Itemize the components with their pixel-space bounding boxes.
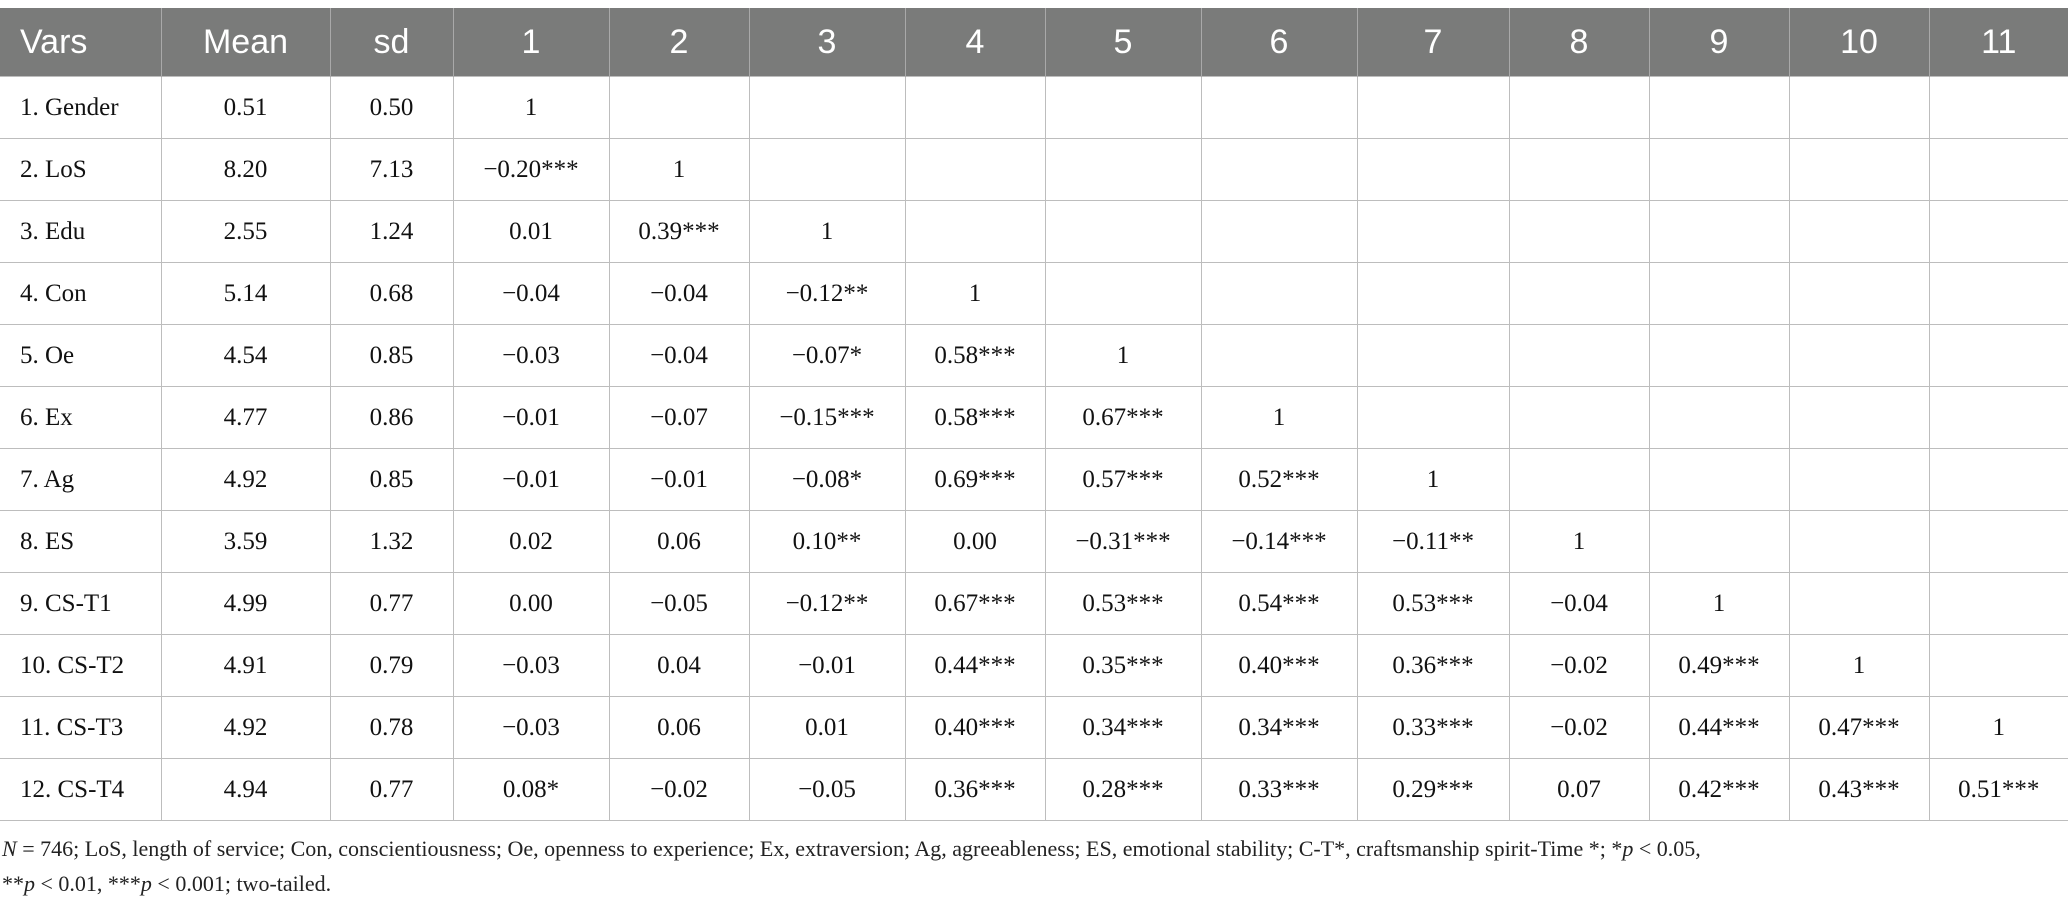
footnote-line1: = 746; LoS, length of service; Con, conscientiousness; Oe, openness to experience; Ex, extraversion; Ag, agreeableness; ES, emotional stability; C-T*, craftsmanship spirit-Time *; * — [16, 836, 1623, 861]
variable-label: 10. CS-T2 — [0, 635, 161, 697]
table-cell: 4.92 — [161, 449, 330, 511]
table-cell: −0.02 — [1509, 635, 1649, 697]
table-cell: 0.07 — [1509, 759, 1649, 821]
variable-label: 8. ES — [0, 511, 161, 573]
table-cell: 0.54*** — [1201, 573, 1357, 635]
table-cell: 0.51*** — [1929, 759, 2068, 821]
table-row — [0, 139, 2068, 201]
table-cell: −0.03 — [453, 635, 609, 697]
table-cell — [1649, 387, 1789, 449]
table-cell: 0.04 — [609, 635, 749, 697]
header-row — [0, 8, 2068, 77]
table-cell: −0.12** — [749, 263, 905, 325]
table-cell: 0.08* — [453, 759, 609, 821]
table-cell — [609, 77, 749, 139]
table-cell — [1509, 263, 1649, 325]
variable-label: 11. CS-T3 — [0, 697, 161, 759]
table-cell: 0.06 — [609, 511, 749, 573]
table-cell: 0.01 — [453, 201, 609, 263]
table-cell: 0.78 — [330, 697, 453, 759]
table-cell — [1045, 263, 1201, 325]
variable-label: 7. Ag — [0, 449, 161, 511]
table-cell: 0.00 — [905, 511, 1045, 573]
table-cell: 0.36*** — [905, 759, 1045, 821]
table-cell — [1357, 201, 1509, 263]
table-cell — [1649, 77, 1789, 139]
table-row — [0, 201, 2068, 263]
table-cell — [1929, 139, 2068, 201]
header-cell: 6 — [1201, 8, 1357, 77]
header-cell: 2 — [609, 8, 749, 77]
footnote-t3: < 0.001; two-tailed. — [151, 871, 332, 896]
table-cell: 0.85 — [330, 449, 453, 511]
table-cell: −0.04 — [453, 263, 609, 325]
table-cell — [749, 139, 905, 201]
table-cell — [1201, 201, 1357, 263]
table-row — [0, 449, 2068, 511]
table-cell: 0.42*** — [1649, 759, 1789, 821]
table-cell: 4.54 — [161, 325, 330, 387]
header-cell: 3 — [749, 8, 905, 77]
table-cell — [1929, 263, 2068, 325]
correlation-table-container — [0, 8, 2068, 901]
table-cell — [1509, 201, 1649, 263]
table-cell — [1509, 325, 1649, 387]
table-cell: 0.51 — [161, 77, 330, 139]
table-cell — [1649, 325, 1789, 387]
table-cell: 0.44*** — [1649, 697, 1789, 759]
table-cell: 1 — [1509, 511, 1649, 573]
table-cell — [1045, 77, 1201, 139]
table-cell — [1201, 263, 1357, 325]
table-cell: 0.40*** — [905, 697, 1045, 759]
table-cell — [905, 139, 1045, 201]
table-cell — [1789, 511, 1929, 573]
table-cell: −0.11** — [1357, 511, 1509, 573]
table-cell: 1 — [905, 263, 1045, 325]
table-cell — [1649, 449, 1789, 511]
table-cell: 1 — [453, 77, 609, 139]
table-cell — [1649, 263, 1789, 325]
table-cell: 0.58*** — [905, 387, 1045, 449]
table-cell — [1929, 325, 2068, 387]
table-cell: 1 — [749, 201, 905, 263]
table-cell — [1929, 573, 2068, 635]
table-cell — [905, 77, 1045, 139]
table-cell — [1649, 139, 1789, 201]
table-cell: 1 — [609, 139, 749, 201]
table-cell: −0.07* — [749, 325, 905, 387]
table-cell — [1789, 77, 1929, 139]
table-cell — [1649, 201, 1789, 263]
table-cell: 1.24 — [330, 201, 453, 263]
table-cell: 0.43*** — [1789, 759, 1929, 821]
footnote-line2-pre: ** — [2, 871, 24, 896]
table-cell: 0.35*** — [1045, 635, 1201, 697]
table-cell — [1357, 139, 1509, 201]
table-row — [0, 635, 2068, 697]
table-row — [0, 77, 2068, 139]
variable-label: 5. Oe — [0, 325, 161, 387]
table-cell: 4.94 — [161, 759, 330, 821]
table-cell: 0.44*** — [905, 635, 1045, 697]
table-cell — [905, 201, 1045, 263]
table-cell: −0.03 — [453, 325, 609, 387]
table-cell — [1201, 77, 1357, 139]
table-cell: 0.34*** — [1201, 697, 1357, 759]
table-cell: 0.58*** — [905, 325, 1045, 387]
table-body — [0, 77, 2068, 821]
table-cell: −0.31*** — [1045, 511, 1201, 573]
table-cell: −0.15*** — [749, 387, 905, 449]
table-cell: −0.07 — [609, 387, 749, 449]
table-cell: 0.47*** — [1789, 697, 1929, 759]
table-cell: 4.99 — [161, 573, 330, 635]
table-cell: 4.91 — [161, 635, 330, 697]
table-cell: 0.77 — [330, 759, 453, 821]
header-cell: Mean — [161, 8, 330, 77]
table-cell: −0.01 — [453, 449, 609, 511]
table-cell: −0.02 — [609, 759, 749, 821]
table-cell: 0.00 — [453, 573, 609, 635]
header-cell: 7 — [1357, 8, 1509, 77]
table-cell: 0.85 — [330, 325, 453, 387]
table-cell: −0.12** — [749, 573, 905, 635]
table-cell: 0.02 — [453, 511, 609, 573]
table-row — [0, 387, 2068, 449]
table-cell — [1201, 325, 1357, 387]
table-cell: 0.28*** — [1045, 759, 1201, 821]
table-cell: 0.57*** — [1045, 449, 1201, 511]
table-cell: 0.10** — [749, 511, 905, 573]
table-cell: 7.13 — [330, 139, 453, 201]
header-cell: 1 — [453, 8, 609, 77]
variable-label: 3. Edu — [0, 201, 161, 263]
table-cell: −0.03 — [453, 697, 609, 759]
table-cell: −0.08* — [749, 449, 905, 511]
table-cell — [1929, 449, 2068, 511]
table-row — [0, 325, 2068, 387]
table-cell: −0.14*** — [1201, 511, 1357, 573]
variable-label: 2. LoS — [0, 139, 161, 201]
footnote-p2: p — [24, 871, 35, 896]
table-cell: −0.04 — [1509, 573, 1649, 635]
table-cell: 0.69*** — [905, 449, 1045, 511]
table-cell — [1201, 139, 1357, 201]
table-cell: 0.34*** — [1045, 697, 1201, 759]
table-cell: 0.79 — [330, 635, 453, 697]
correlation-table — [0, 8, 2068, 821]
header-cell: sd — [330, 8, 453, 77]
table-cell — [1789, 449, 1929, 511]
table-cell — [1357, 263, 1509, 325]
footnote-p1: p — [1622, 836, 1634, 861]
footnote-t2: < 0.01, *** — [35, 871, 141, 896]
table-cell — [749, 77, 905, 139]
table-cell: 0.68 — [330, 263, 453, 325]
table-cell: 0.06 — [609, 697, 749, 759]
table-cell: 0.33*** — [1357, 697, 1509, 759]
table-cell — [1045, 201, 1201, 263]
table-cell — [1509, 77, 1649, 139]
table-cell: −0.04 — [609, 263, 749, 325]
header-cell: 9 — [1649, 8, 1789, 77]
table-cell: 0.29*** — [1357, 759, 1509, 821]
header-cell: 5 — [1045, 8, 1201, 77]
header-cell: 10 — [1789, 8, 1929, 77]
variable-label: 4. Con — [0, 263, 161, 325]
table-cell: −0.01 — [749, 635, 905, 697]
table-cell: 0.53*** — [1357, 573, 1509, 635]
table-footnote — [0, 831, 2062, 901]
table-cell: 0.49*** — [1649, 635, 1789, 697]
table-cell — [1509, 449, 1649, 511]
table-cell: 0.36*** — [1357, 635, 1509, 697]
table-row — [0, 511, 2068, 573]
table-cell: 1 — [1045, 325, 1201, 387]
table-cell: 1.32 — [330, 511, 453, 573]
table-header — [0, 8, 2068, 77]
footnote-p3: p — [140, 871, 152, 896]
table-cell — [1357, 387, 1509, 449]
table-cell — [1929, 635, 2068, 697]
table-cell: 0.33*** — [1201, 759, 1357, 821]
table-cell — [1929, 387, 2068, 449]
table-cell: 4.92 — [161, 697, 330, 759]
table-cell — [1929, 511, 2068, 573]
table-cell: −0.01 — [609, 449, 749, 511]
table-cell: 0.67*** — [1045, 387, 1201, 449]
table-cell: −0.20*** — [453, 139, 609, 201]
table-cell — [1789, 573, 1929, 635]
table-cell: 0.53*** — [1045, 573, 1201, 635]
table-cell: −0.04 — [609, 325, 749, 387]
table-cell: 0.86 — [330, 387, 453, 449]
table-cell: −0.05 — [749, 759, 905, 821]
table-cell: 1 — [1357, 449, 1509, 511]
variable-label: 6. Ex — [0, 387, 161, 449]
header-cell: 8 — [1509, 8, 1649, 77]
variable-label: 12. CS-T4 — [0, 759, 161, 821]
table-cell — [1789, 325, 1929, 387]
table-cell: −0.05 — [609, 573, 749, 635]
table-cell: 0.50 — [330, 77, 453, 139]
table-cell: 1 — [1789, 635, 1929, 697]
table-row — [0, 573, 2068, 635]
table-cell: 1 — [1649, 573, 1789, 635]
table-cell — [1357, 325, 1509, 387]
table-row — [0, 263, 2068, 325]
table-cell — [1789, 387, 1929, 449]
table-cell: 1 — [1929, 697, 2068, 759]
table-cell — [1509, 139, 1649, 201]
table-cell: 1 — [1201, 387, 1357, 449]
table-cell: 0.01 — [749, 697, 905, 759]
table-cell: −0.01 — [453, 387, 609, 449]
table-row — [0, 697, 2068, 759]
table-cell — [1929, 201, 2068, 263]
footnote-n-label: N — [2, 836, 17, 861]
table-cell — [1509, 387, 1649, 449]
table-cell: 0.67*** — [905, 573, 1045, 635]
table-cell: 0.77 — [330, 573, 453, 635]
footnote-t1: < 0.05, — [1633, 836, 1701, 861]
table-cell: 2.55 — [161, 201, 330, 263]
header-vars: Vars — [0, 8, 161, 77]
table-cell: 4.77 — [161, 387, 330, 449]
table-cell — [1357, 77, 1509, 139]
table-cell: −0.02 — [1509, 697, 1649, 759]
table-cell — [1045, 139, 1201, 201]
table-cell: 8.20 — [161, 139, 330, 201]
table-cell — [1789, 139, 1929, 201]
table-cell — [1789, 263, 1929, 325]
table-cell: 0.39*** — [609, 201, 749, 263]
table-cell: 0.40*** — [1201, 635, 1357, 697]
variable-label: 1. Gender — [0, 77, 161, 139]
header-cell: 11 — [1929, 8, 2068, 77]
table-cell: 3.59 — [161, 511, 330, 573]
table-cell — [1789, 201, 1929, 263]
header-cell: 4 — [905, 8, 1045, 77]
table-cell: 5.14 — [161, 263, 330, 325]
table-cell — [1649, 511, 1789, 573]
table-row — [0, 759, 2068, 821]
table-cell: 0.52*** — [1201, 449, 1357, 511]
table-cell — [1929, 77, 2068, 139]
variable-label: 9. CS-T1 — [0, 573, 161, 635]
